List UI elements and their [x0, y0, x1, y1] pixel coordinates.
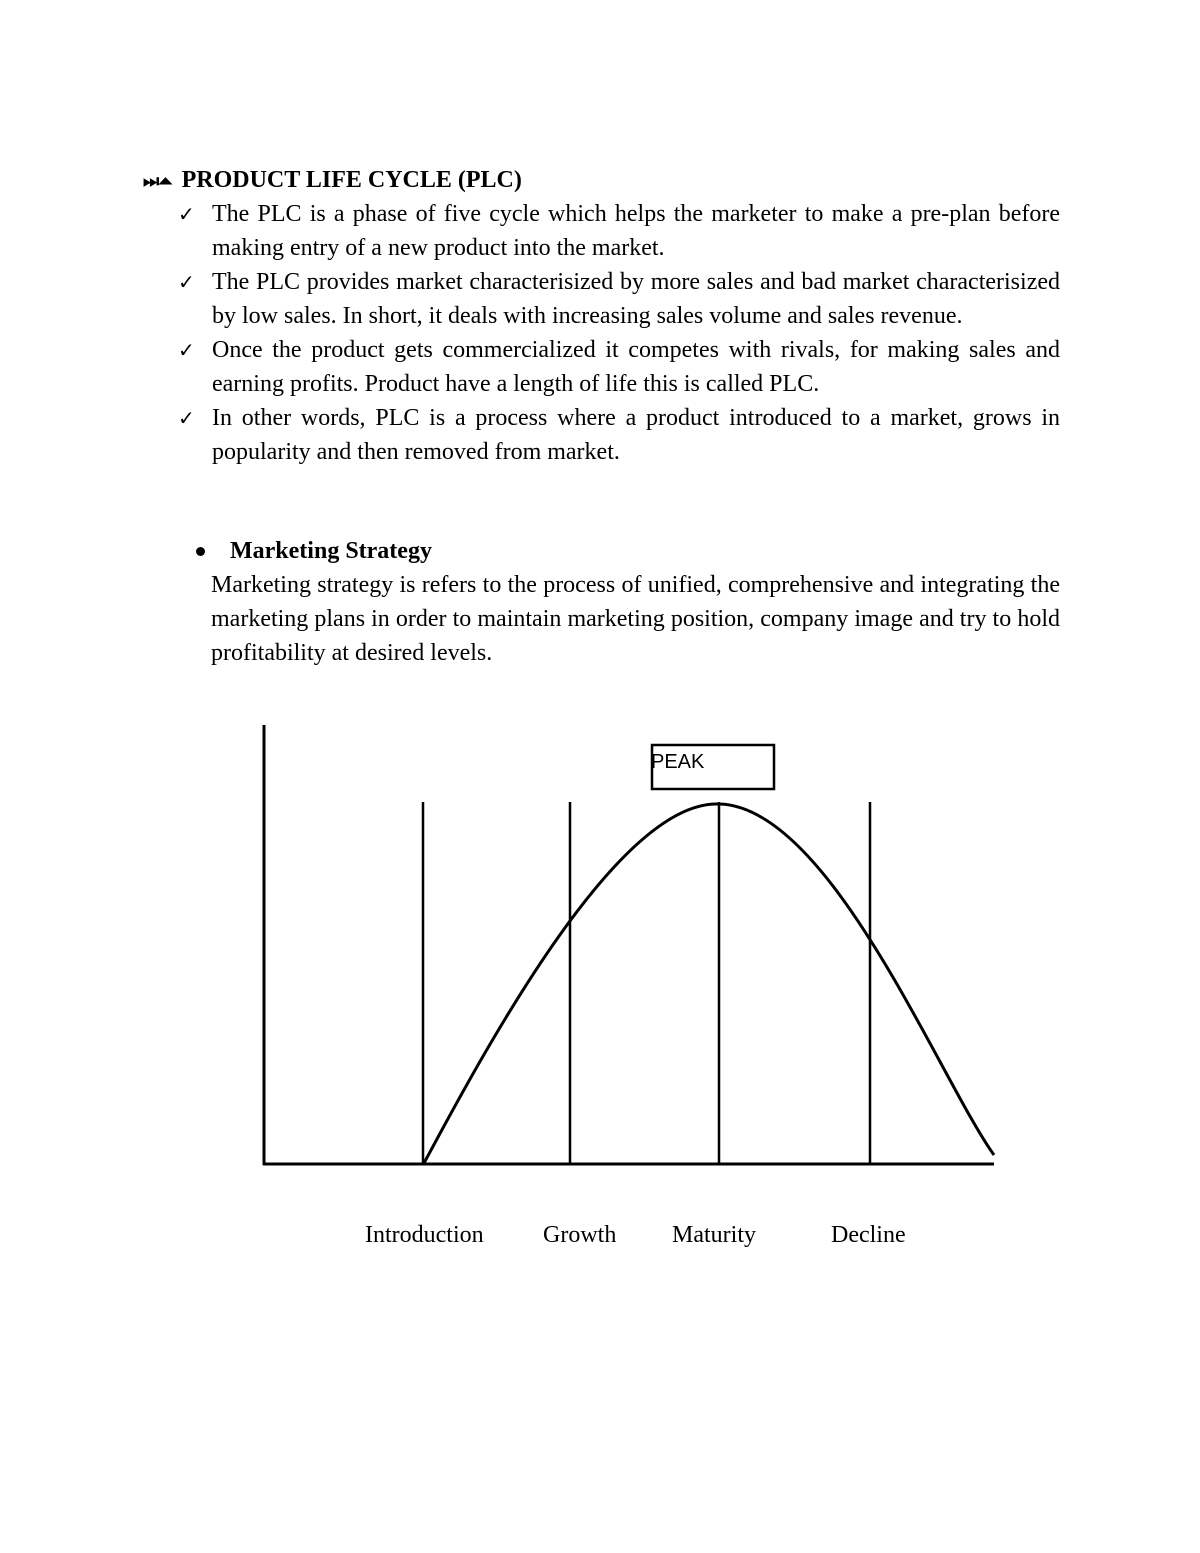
heading-text: PRODUCT LIFE CYCLE (PLC) [181, 167, 522, 193]
heading-symbol-icon: ⏭⏶ [143, 171, 172, 192]
stage-label-growth: Growth [543, 1222, 617, 1248]
checkmark-icon: ✓ [178, 202, 195, 226]
stage-label-decline: Decline [831, 1222, 906, 1248]
check-item-text: The PLC provides market characterisized by more sales and bad market characterisized by low sales. In short, it deals with increasing sales volume and sales revenue. [212, 269, 1060, 329]
check-item-text: Once the product gets commercialized it competes with rivals, for making sales and earning profits. Product have a length of life this is called PLC. [212, 337, 1060, 397]
peak-label: PEAK [651, 751, 705, 773]
stage-label-maturity: Maturity [672, 1222, 756, 1248]
check-item-text: The PLC is a phase of five cycle which helps the marketer to make a pre-plan before making entry of a new product into the market. [212, 201, 1060, 261]
stage-label-introduction: Introduction [365, 1222, 484, 1248]
checkmark-icon: ✓ [178, 338, 195, 362]
plc-curve [423, 804, 994, 1165]
strategy-title: Marketing Strategy [230, 538, 432, 564]
check-item-text: In other words, PLC is a process where a product introduced to a market, grows in popularity and then removed from market. [212, 405, 1060, 465]
strategy-paragraph: Marketing strategy is refers to the process of unified, comprehensive and integrating the marketing plans in order to maintain marketing position, company image and try to hold profitability at desired levels. [211, 572, 1060, 666]
checkmark-icon: ✓ [178, 406, 195, 430]
checkmark-icon: ✓ [178, 270, 195, 294]
